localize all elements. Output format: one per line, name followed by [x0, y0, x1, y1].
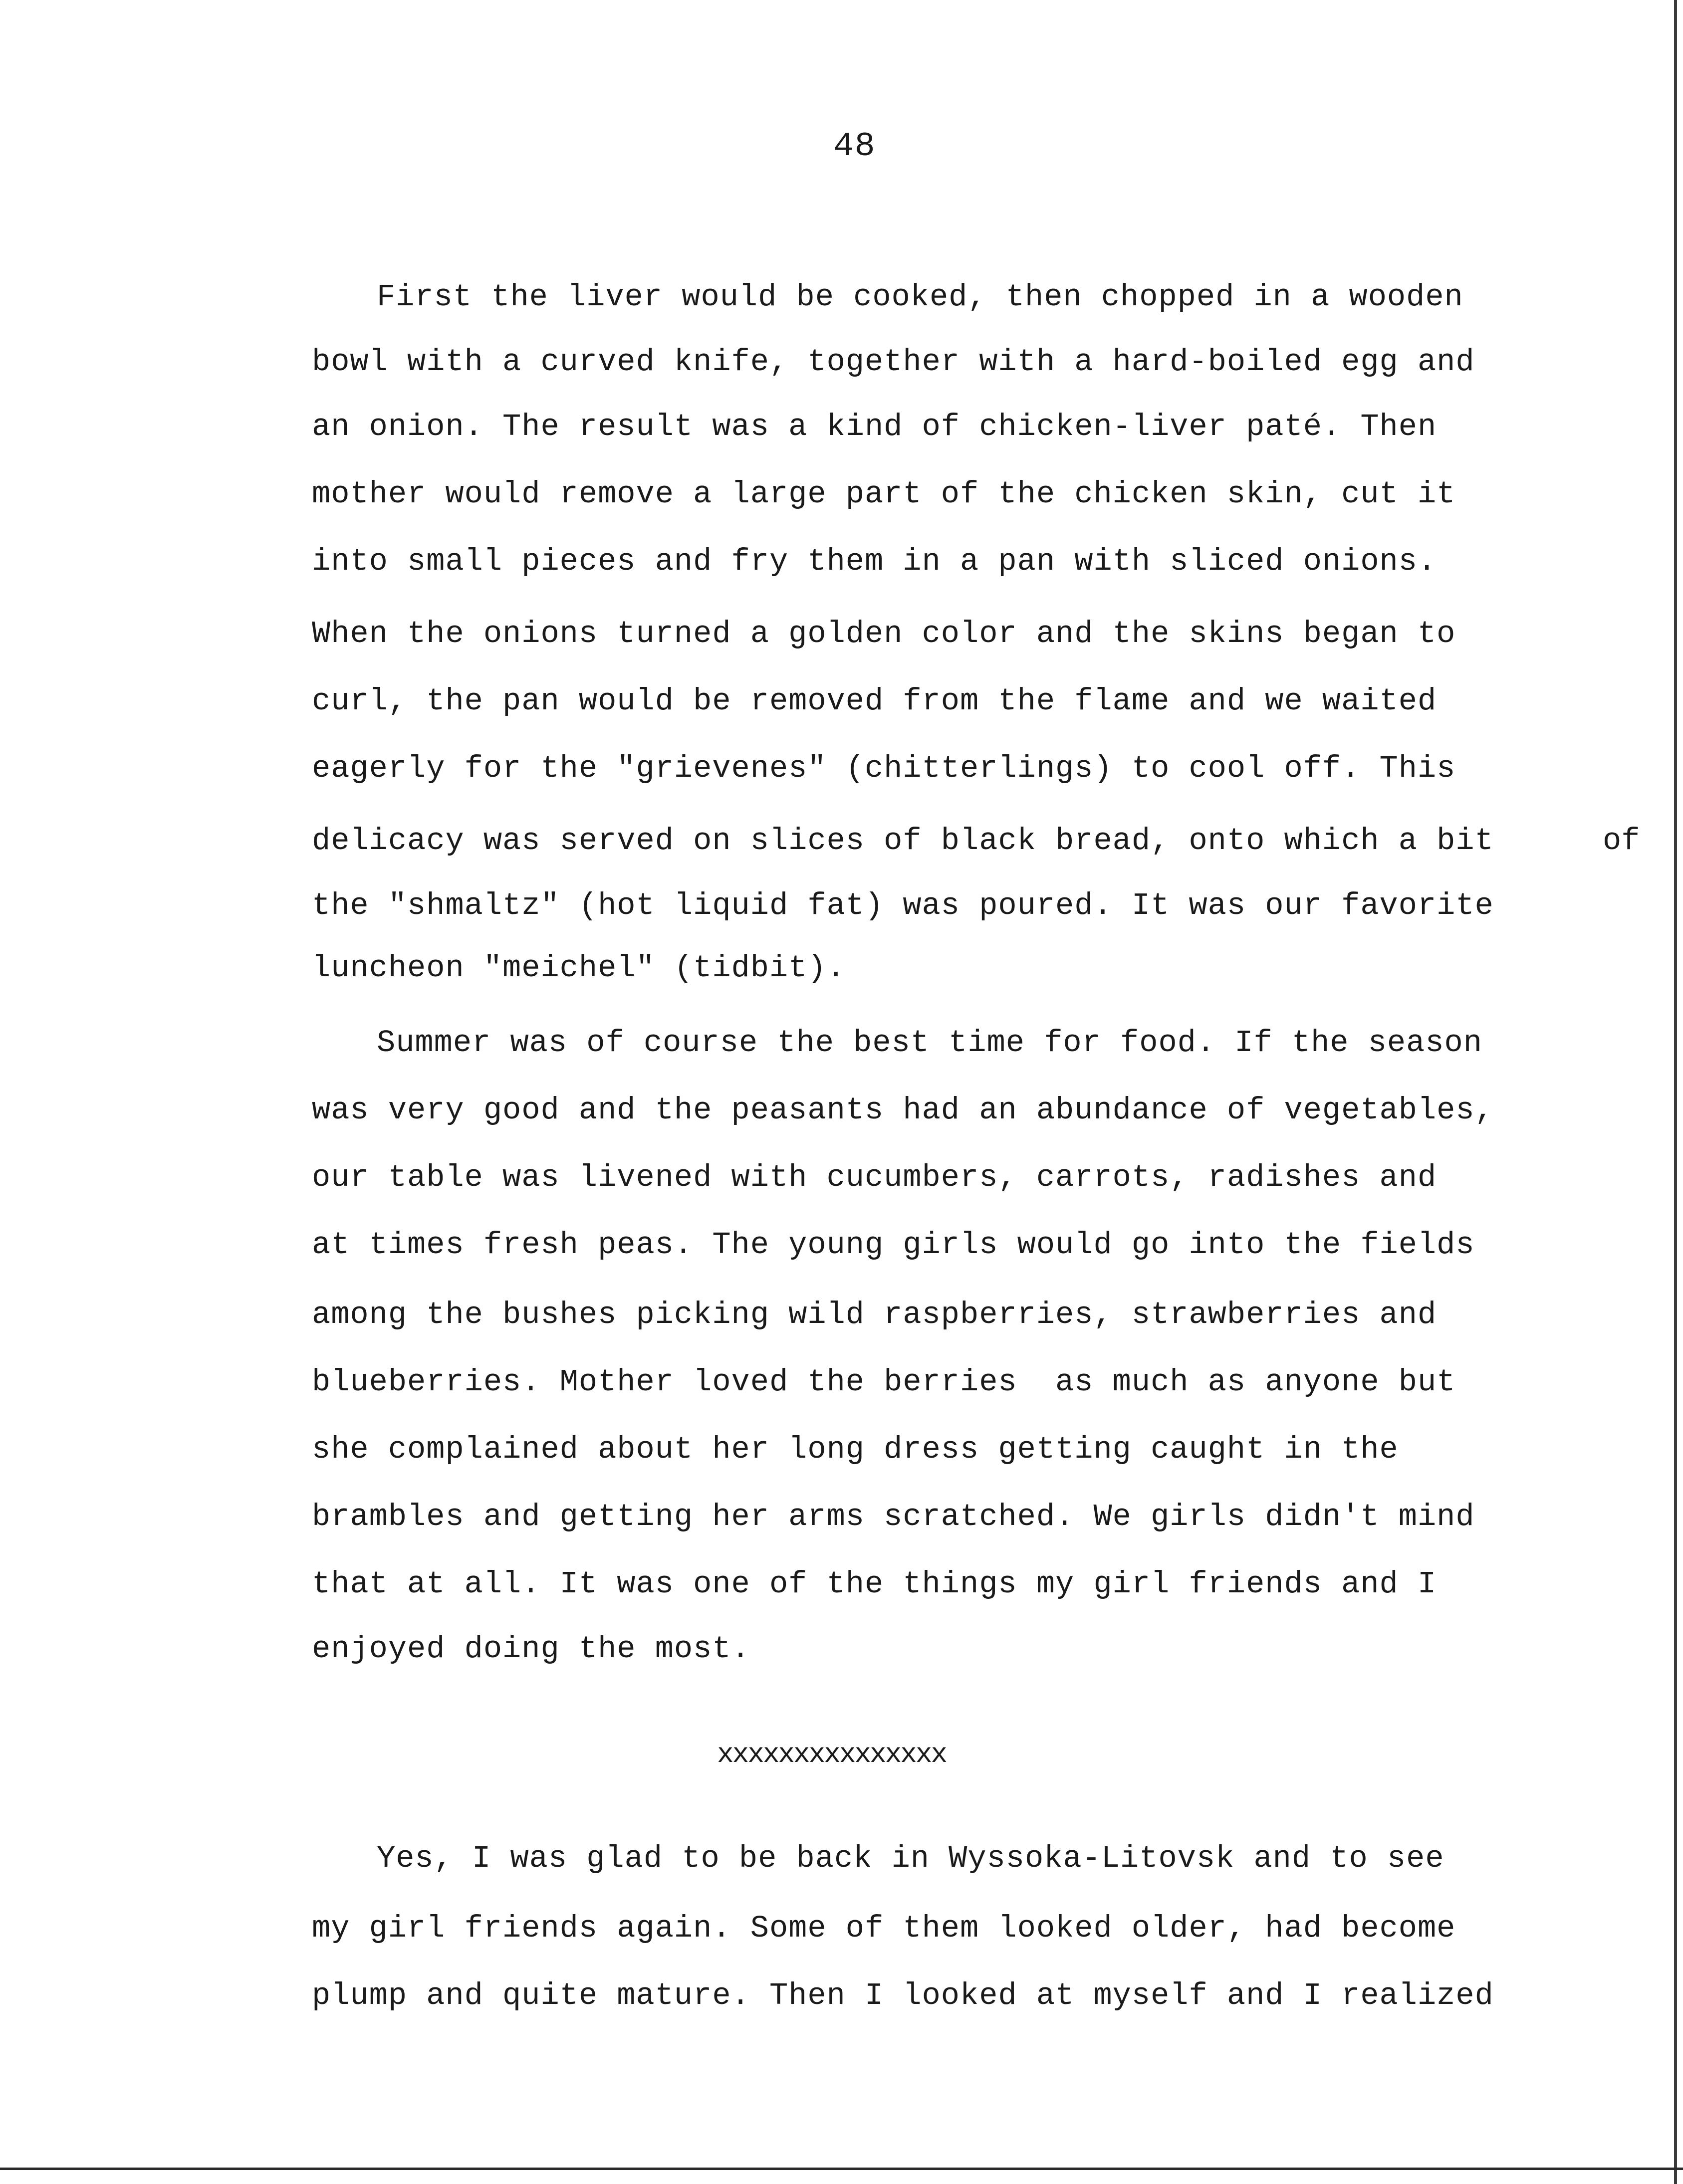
text-line: brambles and getting her arms scratched. We girls didn't mind	[312, 1499, 1475, 1534]
text-line: enjoyed doing the most.	[312, 1631, 750, 1667]
text-line: that at all. It was one of the things my girl friends and I	[312, 1566, 1437, 1602]
text-line: mother would remove a large part of the chicken skin, cut it	[312, 476, 1456, 512]
text-line: my girl friends again. Some of them looked older, had become	[312, 1911, 1456, 1946]
text-line: was very good and the peasants had an abundance of vegetables,	[312, 1092, 1494, 1128]
text-line: plump and quite mature. Then I looked at myself and I realized	[312, 1978, 1494, 2013]
text-line: delicacy was served on slices of black bread, onto which a bit	[312, 823, 1494, 859]
text-line: the "shmaltz" (hot liquid fat) was poured. It was our favorite	[312, 888, 1494, 923]
bottom-edge-line	[0, 2168, 1683, 2170]
text-line: eagerly for the "grievenes" (chitterlings) to cool off. This	[312, 751, 1456, 786]
text-line: curl, the pan would be removed from the flame and we waited	[312, 683, 1437, 719]
margin-word: of	[1603, 823, 1640, 859]
text-line: When the onions turned a golden color and the skins began to	[312, 616, 1456, 652]
text-line: among the bushes picking wild raspberries, strawberries and	[312, 1297, 1437, 1332]
text-line: blueberries. Mother loved the berries as much as anyone but	[312, 1364, 1456, 1400]
text-line: an onion. The result was a kind of chicken-liver paté. Then	[312, 409, 1437, 444]
text-line: our table was livened with cucumbers, carrots, radishes and	[312, 1160, 1437, 1195]
page-number: 48	[833, 127, 876, 166]
text-line: at times fresh peas. The young girls would go into the fields	[312, 1227, 1475, 1263]
text-line: First the liver would be cooked, then chopped in a wooden	[377, 279, 1463, 315]
text-line: bowl with a curved knife, together with a hard-boiled egg and	[312, 344, 1475, 380]
text-line: Yes, I was glad to be back in Wyssoka-Litovsk and to see	[377, 1841, 1444, 1876]
text-line: into small pieces and fry them in a pan with sliced onions.	[312, 544, 1437, 579]
text-line: Summer was of course the best time for food. If the season	[377, 1025, 1482, 1061]
page-edge	[1674, 0, 1677, 2184]
section-divider: xxxxxxxxxxxxxxx	[717, 1739, 947, 1770]
text-line: luncheon "meichel" (tidbit).	[312, 950, 846, 986]
text-line: she complained about her long dress getting caught in the	[312, 1432, 1399, 1467]
